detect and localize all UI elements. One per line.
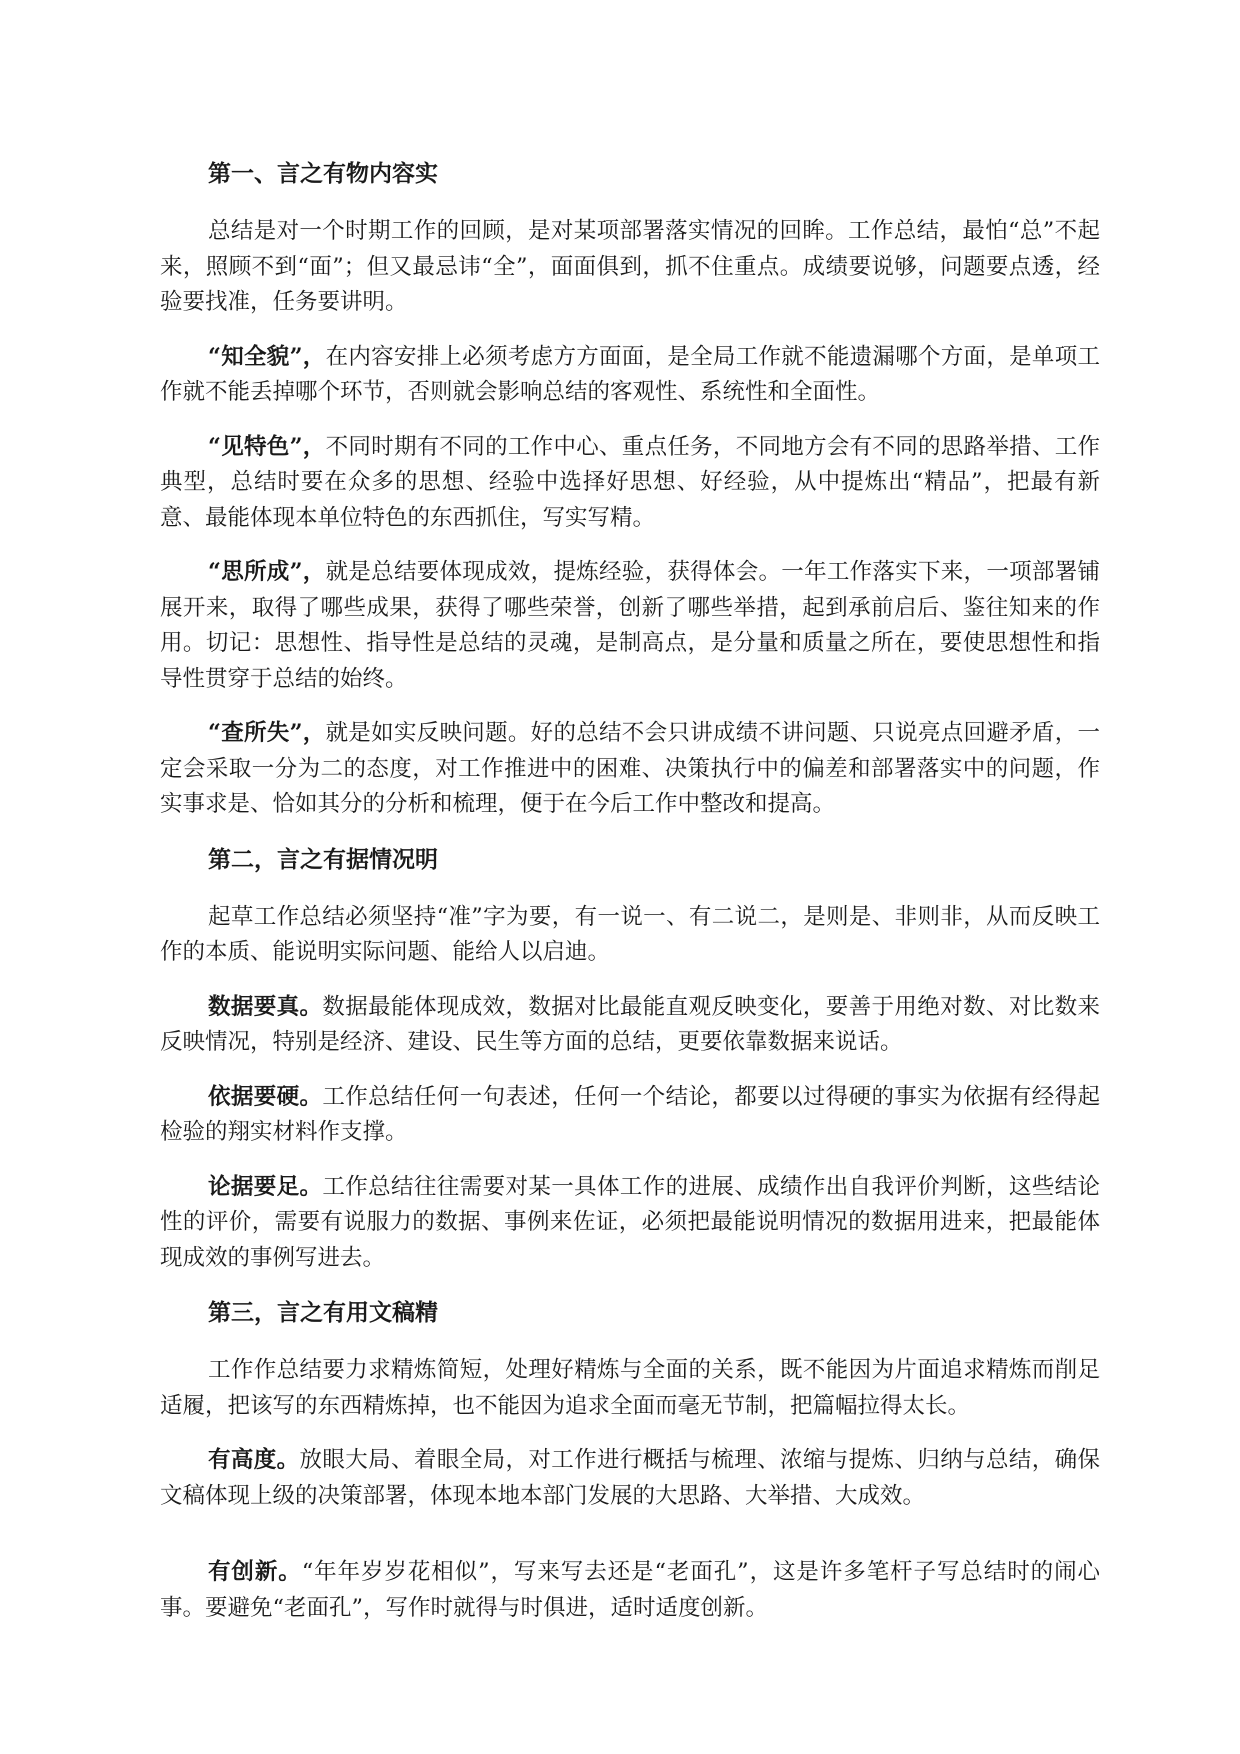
section-heading: 第二，言之有据情况明 (208, 845, 438, 873)
paragraph (160, 340, 1100, 411)
paragraph-text: 工作总结往往需要对某一具体工作的进展、成绩作出自我评价判断，这些结论性的评价，需要有说服力的数据、事例来佐证，必须把最能说明情况的数据用进来，把最能体现成效的事例写进去。 (160, 1173, 1100, 1271)
paragraph-lead: 有创新。 (208, 1559, 302, 1585)
paragraph-text: 就是总结要体现成效，提炼经验，获得体会。一年工作落实下来，一项部署铺展开来，取得了哪些成果，获得了哪些荣誉，创新了哪些举措，起到承前启后、鉴往知来的作用。切记：思想性、指导性是总结的灵魂，是制高点，是分量和质量之所在，要使思想性和指导性贯穿于总结的始终。 (160, 559, 1100, 692)
paragraph (160, 1555, 1100, 1626)
paragraph-lead: “查所失”， (208, 720, 326, 746)
paragraph-lead: 论据要足。 (208, 1173, 323, 1200)
paragraph (160, 555, 1100, 697)
paragraph-text: 总结是对一个时期工作的回顾，是对某项部署落实情况的回眸。工作总结，最怕“总”不起来，照顾不到“面”；但又最忌讳“全”，面面俱到，抓不住重点。成绩要说够，问题要点透，经验要找准，任务要讲明。 (160, 218, 1100, 315)
paragraph-text: 不同时期有不同的工作中心、重点任务，不同地方会有不同的思路举措、工作典型，总结时要在众多的思想、经验中选择好思想、好经验，从中提炼出“精品”，把最有新意、最能体现本单位特色的东西抓住，写实写精。 (160, 433, 1100, 531)
paragraph-lead: 依据要硬。 (208, 1083, 323, 1110)
paragraph-text: 起草工作总结必须坚持“准”字为要，有一说一、有二说二，是则是、非则非，从而反映工作的本质、能说明实际问题、能给人以启迪。 (160, 903, 1100, 965)
paragraph-lead: “见特色”， (208, 433, 326, 460)
paragraph-text: 数据最能体现成效，数据对比最能直观反映变化，要善于用绝对数、对比数来反映情况，特别是经济、建设、民生等方面的总结，更要依靠数据来说话。 (160, 993, 1100, 1055)
paragraph (160, 1443, 1100, 1514)
paragraph-text: 就是如实反映问题。好的总结不会只讲成绩不讲问题、只说亮点回避矛盾，一定会采取一分为二的态度，对工作推进中的困难、决策执行中的偏差和部署落实中的问题，作实事求是、恰如其分的分析和梳理，便于在今后工作中整改和提高。 (160, 720, 1100, 817)
section-heading: 第一、言之有物内容实 (208, 160, 438, 187)
section-heading: 第三，言之有用文稿精 (208, 1299, 438, 1326)
paragraph-lead: 数据要真。 (208, 993, 323, 1020)
paragraph (160, 900, 1100, 971)
paragraph-lead: “知全貌”， (208, 343, 326, 370)
paragraph (160, 430, 1100, 537)
paragraph (160, 716, 1100, 823)
paragraph-lead: 有高度。 (208, 1447, 300, 1473)
paragraph (160, 214, 1100, 321)
paragraph-text: 在内容安排上必须考虑方方面面，是全局工作就不能遗漏哪个方面，是单项工作就不能丢掉哪个环节，否则就会影响总结的客观性、系统性和全面性。 (160, 343, 1100, 405)
paragraph-lead: “思所成”， (208, 559, 326, 585)
paragraph (160, 1353, 1100, 1424)
paragraph-spacer (160, 1533, 1100, 1555)
document-body (160, 156, 1100, 1645)
paragraph (160, 1170, 1100, 1277)
paragraph-text: “年年岁岁花相似”，写来写去还是“老面孔”，这是许多笔杆子写总结时的闹心事。要避免“老面孔”，写作时就得与时俱进，适时适度创新。 (160, 1559, 1100, 1621)
paragraph (160, 990, 1100, 1061)
paragraph-text: 工作总结任何一句表述，任何一个结论，都要以过得硬的事实为依据有经得起检验的翔实材料作支撑。 (160, 1083, 1100, 1145)
paragraph-text: 放眼大局、着眼全局，对工作进行概括与梳理、浓缩与提炼、归纳与总结，确保文稿体现上级的决策部署，体现本地本部门发展的大思路、大举措、大成效。 (160, 1447, 1100, 1509)
paragraph (160, 1080, 1100, 1151)
paragraph-text: 工作作总结要力求精炼简短，处理好精炼与全面的关系，既不能因为片面追求精炼而削足适履，把该写的东西精炼掉，也不能因为追求全面而毫无节制，把篇幅拉得太长。 (160, 1357, 1100, 1419)
